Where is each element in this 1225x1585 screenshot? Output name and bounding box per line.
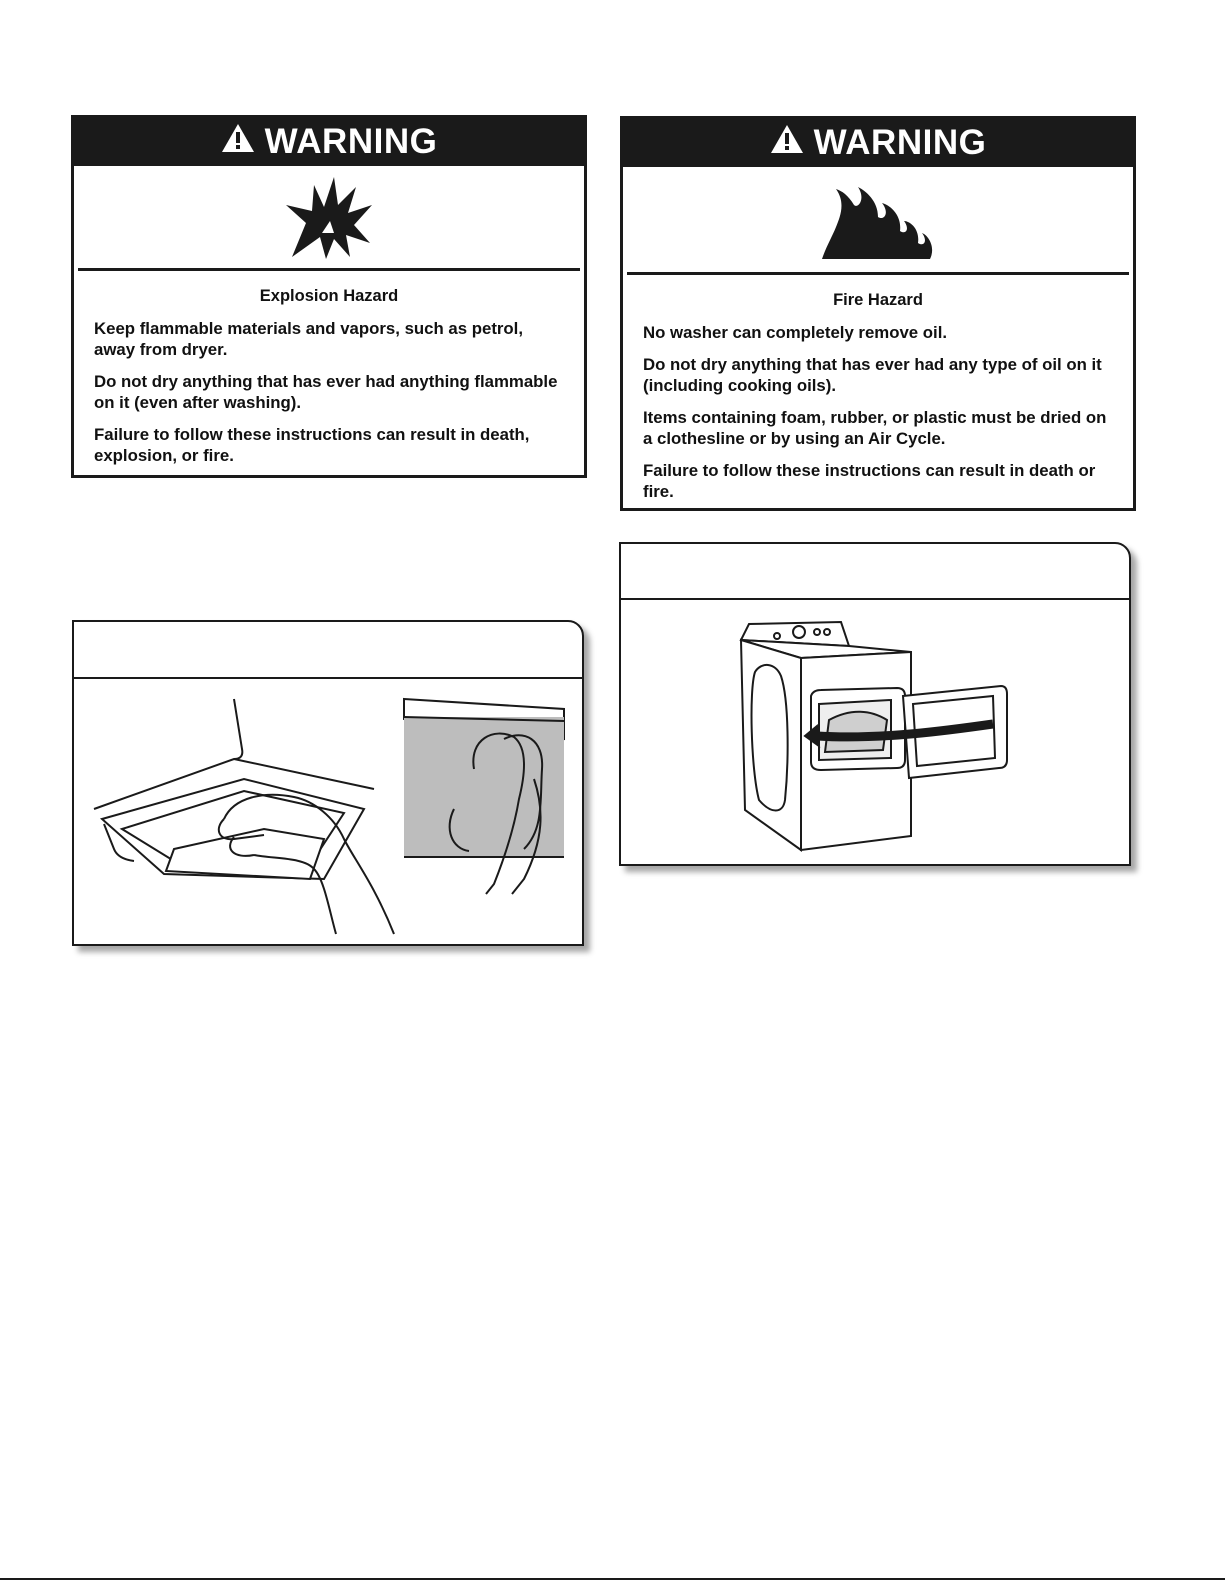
warning-line: Failure to follow these instructions can result in death or fire. <box>643 461 1096 501</box>
warning-header-text: WARNING <box>813 123 987 162</box>
fire-icon <box>627 167 1129 275</box>
warning-line: No washer can completely remove oil. <box>643 323 948 342</box>
explosion-warning-box <box>71 115 587 478</box>
warning-line: Do not dry anything that has ever had anything flammable on it (even after washing). <box>94 372 558 412</box>
explosion-icon <box>78 166 580 271</box>
warning-header-text: WARNING <box>264 122 438 161</box>
warning-line: Do not dry anything that has ever had any type of oil on it (including cooking oils). <box>643 355 1102 395</box>
lint-screen-panel <box>72 620 584 946</box>
warning-triangle-icon <box>221 122 255 162</box>
panel-header <box>621 544 1129 600</box>
warning-line: Failure to follow these instructions can result in death, explosion, or fire. <box>94 425 530 465</box>
panel-header <box>74 622 582 679</box>
warning-line: Keep flammable materials and vapors, such as petrol, away from dryer. <box>94 319 524 359</box>
footer-rule <box>0 1578 1225 1580</box>
dryer-door-open-illustration <box>621 600 1129 864</box>
hazard-title: Fire Hazard <box>833 291 923 309</box>
dryer-door-panel <box>619 542 1131 866</box>
warning-header <box>74 118 584 166</box>
warning-line: Items containing foam, rubber, or plastic must be dried on a clothesline or by using an Air Cycle. <box>643 408 1107 448</box>
lint-screen-cleaning-illustration <box>74 679 582 944</box>
hazard-title: Explosion Hazard <box>259 287 399 305</box>
fire-warning-box <box>620 116 1136 511</box>
warning-header <box>623 119 1133 167</box>
warning-triangle-icon <box>770 123 804 163</box>
